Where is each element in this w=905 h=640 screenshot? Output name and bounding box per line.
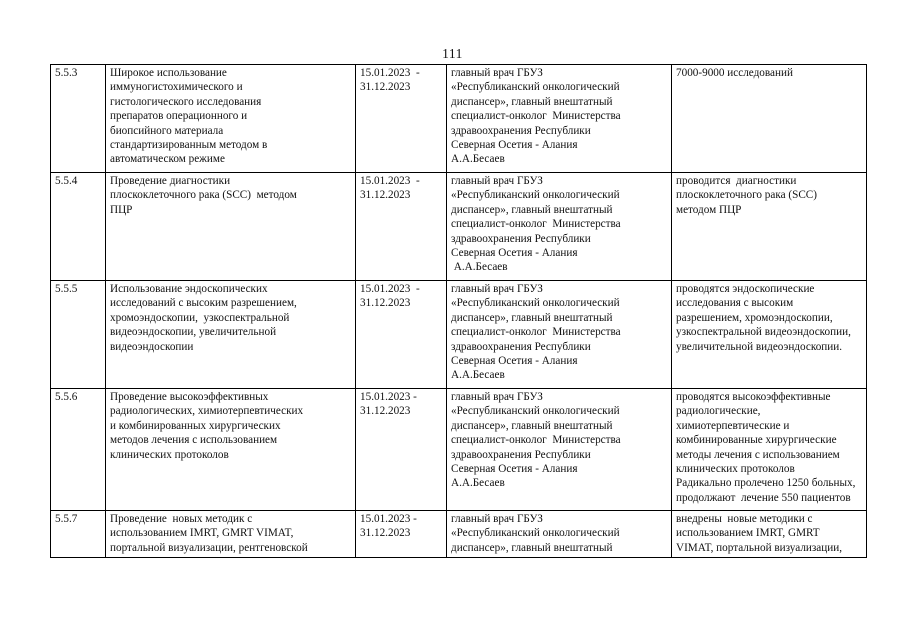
item-number: 5.5.4 [51,173,106,281]
text-line: «Республиканский онкологический [451,405,620,418]
text-line: 31.12.2023 [360,297,411,310]
text-line: диспансер», главный внештатный [451,311,613,324]
text-line: разрешением, хромоэндоскопии, [676,311,833,324]
text-line: диспансер», главный внештатный [451,541,613,554]
text-line: проводятся эндоскопические [676,283,815,295]
text-line: продолжают лечение 550 пациентов [676,491,851,504]
text-line: Проведение высокоэффективных [110,391,269,403]
text-line: специалист-онколог Министерства [451,110,621,123]
text-line: портальной визуализации, рентгеновской [110,541,308,554]
text-line: главный врач ГБУЗ [451,175,543,187]
text-line: специалист-онколог Министерства [451,218,621,231]
measure-description [106,281,356,389]
table-row [51,173,867,281]
text-line: диспансер», главный внештатный [451,95,613,108]
text-line: биопсийного материала [110,124,224,137]
text-line: Северная Осетия - Алания [451,247,578,260]
text-line: хромоэндоскопии, узкоспектральной [110,311,290,324]
text-line: исследований с высоким разрешением, [110,297,297,310]
responsible-person [447,389,672,511]
item-number: 5.5.6 [51,389,106,511]
text-line: «Республиканский онкологический [451,189,620,202]
text-line: «Республиканский онкологический [451,527,620,540]
item-number: 5.5.3 [51,65,106,173]
text-line: 31.12.2023 [360,405,411,418]
text-line: главный врач ГБУЗ [451,67,543,79]
text-line: проводятся высокоэффективные [676,391,831,403]
text-line: препаратов операционного и [110,110,248,123]
measure-description [106,511,356,558]
text-line: Северная Осетия - Алания [451,355,578,368]
responsible-person [447,511,672,558]
page-number: 111 [442,46,463,61]
execution-period [356,173,447,281]
text-line: специалист-онколог Министерства [451,326,621,339]
text-line: Северная Осетия - Алания [451,139,578,152]
responsible-person [447,65,672,173]
responsible-person [447,173,672,281]
text-line: видеоэндоскопии, увеличительной [110,326,277,339]
text-line: проводится диагностики [676,175,797,187]
execution-period [356,281,447,389]
text-line: использованием IMRT, GMRT VIMAT, [110,527,294,540]
measure-description [106,173,356,281]
execution-period [356,65,447,173]
text-line: Проведение диагностики [110,175,231,187]
table-row [51,65,867,173]
text-line: «Республиканский онкологический [451,297,620,310]
plan-table [50,64,867,558]
text-line: главный врач ГБУЗ [451,513,543,525]
text-line: 15.01.2023 - [360,391,417,403]
text-line: радиологические, [676,405,761,418]
text-line: 15.01.2023 - [360,67,420,79]
text-line: здравоохранения Республики [451,340,591,353]
text-line: гистологического исследования [110,95,262,108]
expected-result [672,511,867,558]
text-line: плоскоклеточного рака (SCC) [676,189,817,202]
text-line: «Республиканский онкологический [451,81,620,94]
text-line: главный врач ГБУЗ [451,391,543,403]
text-line: и комбинированных хирургических [110,419,281,432]
table-row [51,389,867,511]
text-line: Широкое использование [110,67,227,79]
text-line: диспансер», главный внештатный [451,203,613,216]
text-line: радиологических, химиотерпевтических [110,405,304,418]
expected-result [672,389,867,511]
text-line: комбинированные хирургические [676,434,837,447]
text-line: диспансер», главный внештатный [451,419,613,432]
table-row [51,281,867,389]
text-line: внедрены новые методики с [676,513,813,525]
text-line: использованием IMRT, GMRT [676,527,820,540]
execution-period [356,389,447,511]
text-line: 7000-9000 исследований [676,67,793,79]
text-line: А.А.Бесаев [451,153,505,166]
text-line: увеличительной видеоэндоскопии. [676,340,843,353]
text-line: 31.12.2023 [360,81,411,94]
text-line: здравоохранения Республики [451,448,591,461]
text-line: узкоспектральной видеоэндоскопии, [676,326,851,339]
text-line: здравоохранения Республики [451,124,591,137]
item-number: 5.5.5 [51,281,106,389]
execution-period [356,511,447,558]
text-line: методом ПЦР [676,203,742,216]
text-line: Использование эндоскопических [110,283,268,295]
text-line: видеоэндоскопии [110,340,194,353]
text-line: стандартизированным методом в [110,139,268,152]
text-line: Проведение новых методик с [110,513,253,525]
measure-description [106,65,356,173]
expected-result [672,173,867,281]
text-line: иммуногистохимического и [110,81,243,94]
text-line: 15.01.2023 - [360,283,420,295]
text-line: А.А.Бесаев [451,477,505,490]
text-line: ПЦР [110,203,133,216]
text-line: клинических протоколов [110,448,229,461]
text-line: главный врач ГБУЗ [451,283,543,295]
text-line: 31.12.2023 [360,189,411,202]
text-line: Радикально пролечено 1250 больных, [676,477,856,490]
text-line: методы лечения с использованием [676,448,840,461]
expected-result [672,65,867,173]
text-line: VIMAT, портальной визуализации, [676,541,843,554]
text-line: плоскоклеточного рака (SCC) методом [110,189,297,202]
measure-description [106,389,356,511]
responsible-person [447,281,672,389]
text-line: 31.12.2023 [360,527,411,540]
text-line: клинических протоколов [676,463,795,476]
expected-result [672,281,867,389]
text-line: А.А.Бесаев [451,369,505,382]
text-line: А.А.Бесаев [451,261,508,274]
text-line: здравоохранения Республики [451,232,591,245]
table-row [51,511,867,558]
text-line: 15.01.2023 - [360,175,420,187]
text-line: методов лечения с использованием [110,434,278,447]
text-line: автоматическом режиме [110,153,225,166]
item-number: 5.5.7 [51,511,106,558]
text-line: специалист-онколог Министерства [451,434,621,447]
text-line: химиотерпевтические и [676,419,790,432]
text-line: 15.01.2023 - [360,513,417,525]
text-line: исследования с высоким [676,297,794,310]
text-line: Северная Осетия - Алания [451,463,578,476]
